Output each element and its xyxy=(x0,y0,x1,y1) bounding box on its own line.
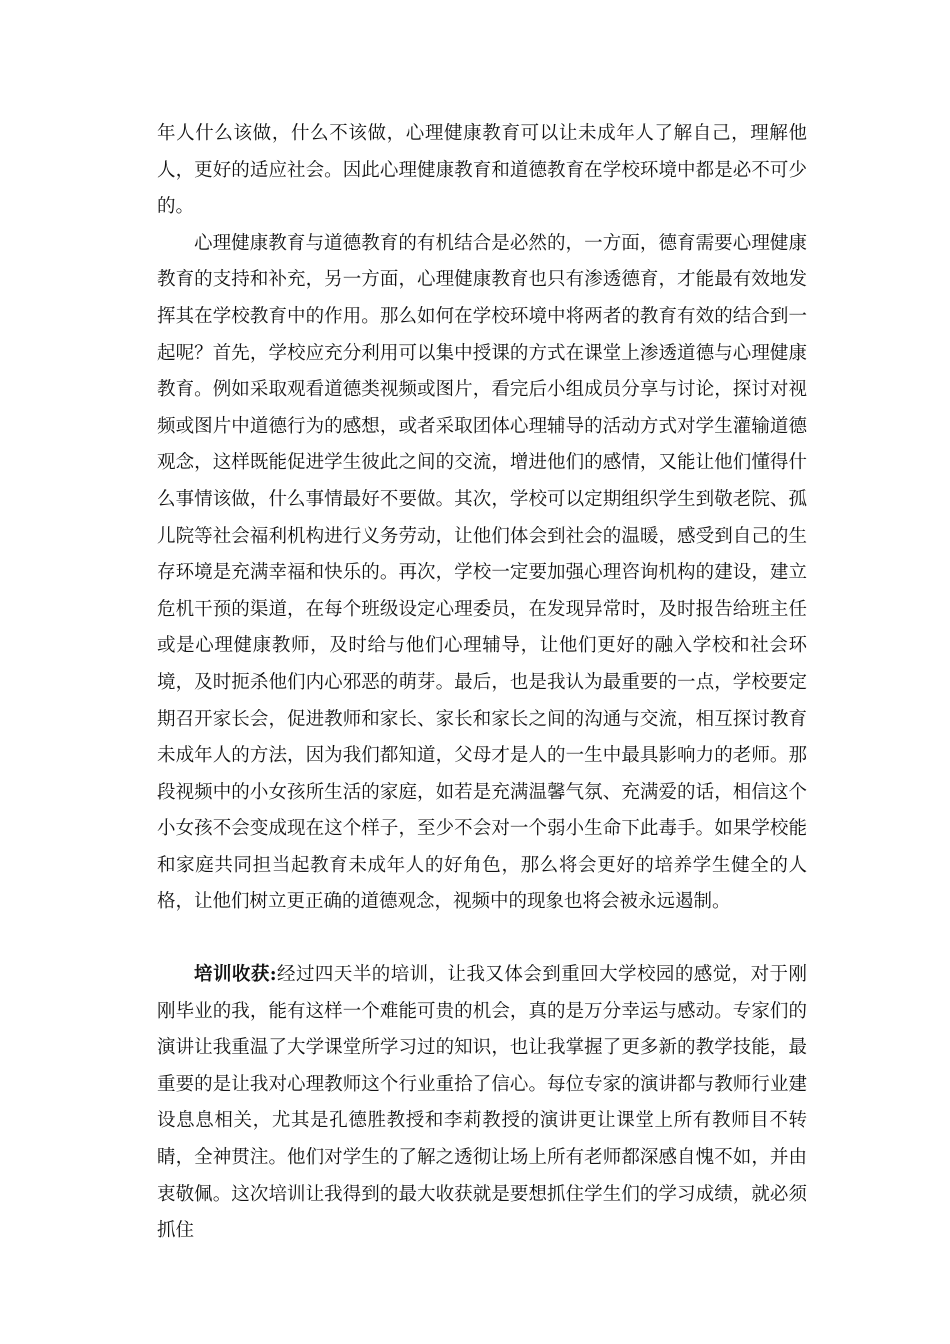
paragraph-training-gains xyxy=(157,957,807,1250)
paragraph-continuation: 年人什么该做，什么不该做，心理健康教育可以让未成年人了解自己，理解他人，更好的适应社会。因此心理健康教育和道德教育在学校环境中都是必不可少的。 xyxy=(157,123,807,218)
section-body-text: 经过四天半的培训，让我又体会到重回大学校园的感觉，对于刚刚毕业的我，能有这样一个难能可贵的机会，真的是万分幸运与感动。专家们的演讲让我重温了大学课堂所学习过的知识，也让我掌握了更多新的教学技能，最重要的是让我对心理教师这个行业重拾了信心。每位专家的演讲都与教师行业建设息息相关，尤其是孔德胜教授和李莉教授的演讲更让课堂上所有教师目不转睛，全神贯注。他们对学生的了解之透彻让场上所有老师都深感自愧不如，并由衷敬佩。这次培训让我得到的最大收获就是要想抓住学生们的学习成绩，就必须抓住 xyxy=(157,964,807,1242)
section-lead-label: 培训收获: xyxy=(194,964,277,986)
document-body xyxy=(157,116,807,1250)
paragraph-gap xyxy=(157,921,807,957)
paragraph-integration: 心理健康教育与道德教育的有机结合是必然的，一方面，德育需要心理健康教育的支持和补充，另一方面，心理健康教育也只有渗透德育，才能最有效地发挥其在学校教育中的作用。那么如何在学校环境中将两者的教育有效的结合到一起呢？首先，学校应充分利用可以集中授课的方式在课堂上渗透道德与心理健康教育。例如采取观看道德类视频或图片，看完后小组成员分享与讨论，探讨对视频或图片中道德行为的感想，或者采取团体心理辅导的活动方式对学生灌输道德观念，这样既能促进学生彼此之间的交流，增进他们的感情，又能让他们懂得什么事情该做，什么事情最好不要做。其次，学校可以定期组织学生到敬老院、孤儿院等社会福利机构进行义务劳动，让他们体会到社会的温暖，感受到自己的生存环境是充满幸福和快乐的。再次，学校一定要加强心理咨询机构的建设，建立危机干预的渠道，在每个班级设定心理委员，在发现异常时，及时报告给班主任或是心理健康教师，及时给与他们心理辅导，让他们更好的融入学校和社会环境，及时扼杀他们内心邪恶的萌芽。最后，也是我认为最重要的一点，学校要定期召开家长会，促进教师和家长、家长和家长之间的沟通与交流，相互探讨教育未成年人的方法，因为我们都知道，父母才是人的一生中最具影响力的老师。那段视频中的小女孩所生活的家庭，如若是充满温馨气氛、充满爱的话，相信这个小女孩不会变成现在这个样子，至少不会对一个弱小生命下此毒手。如果学校能和家庭共同担当起教育未成年人的好角色，那么将会更好的培养学生健全的人格，让他们树立更正确的道德观念，视频中的现象也将会被永远遏制。 xyxy=(157,232,807,913)
